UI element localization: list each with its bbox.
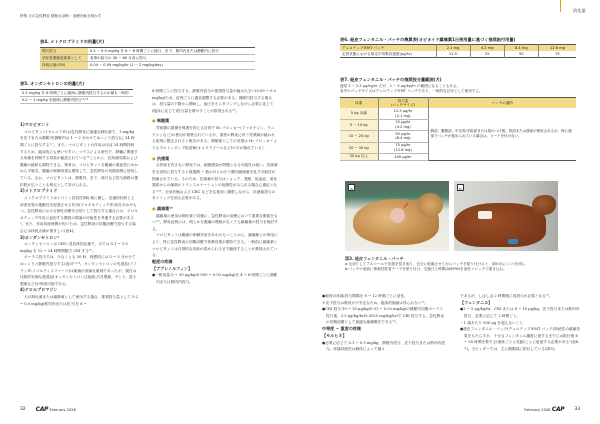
table-cell: 8.4 mg: [504, 45, 538, 52]
section-tab: 消化器: [560, 0, 600, 12]
photo-label: a: [348, 184, 355, 191]
page-number: 32: [20, 407, 26, 412]
table-row: [20, 97, 133, 104]
table-header-row: [340, 45, 576, 52]
table-cell: デュロテップ®MT パッチ: [342, 45, 385, 50]
table-cell: 0.2 ~ 1 mg/kg を緩徐に静脈内投与¹¹˒²³: [22, 97, 89, 102]
photo-label: b: [457, 184, 464, 191]
paragraph: ・1 頭あたり 500 μg を超えないこと: [460, 320, 524, 325]
table-cell: 0.04 ~ 0.09 mg/kg/hr (1 ~ 2 mg/kg/day): [90, 63, 163, 68]
right-footer: [524, 406, 580, 413]
heading-text: 鎮痛薬²⁰: [157, 205, 173, 211]
table6-title: 表6. 経皮フェンタニル・パッチの換算表(オピオイド鎮痛薬1日使用量に基づく推奨貼付用量): [340, 37, 516, 42]
fentanyl-patch: [478, 211, 492, 219]
heading-text: 抗菌薬: [157, 155, 170, 161]
subsection-heading: [152, 206, 278, 213]
section-heading: 4)クロルプロマジン: [20, 287, 58, 293]
paragraph: であるが、しばしば 2 時間後に再投与が必要となる²⁰。: [460, 294, 553, 298]
paragraph: マロピタント(セレニア®)は急性膵炎に最適な制吐薬で、1 mg/kg を皮下または静脈内(静脈内は 1 ~ 2 分かけてゆっくり投与)に 24 時間ごとに投与する¹˒⁷。また、マロピタントの作用はほぼ 24 時間持続するため、臨床的にも使いやすい。マウスによる研究で、膵臓に関連する疼痛を抑制する効果が確認されている²⁶ことから、抗疼痛効果および腹痛の緩和も期待できる。筆者は、マロピタントを腹痛の重症度にかかわらず嘔気、腹痛の制御効果も期待して、急性膵炎の初期治療に使用している。なお、マロピタントは、静脈内、皮下、経口など投与経路の選択肢が広いことも利点として挙げられる。: [20, 129, 138, 187]
shaved-patch: [390, 208, 405, 223]
issue-date: February 2026: [49, 408, 76, 412]
table-cell: 12.5 μg/hr (2.1 mg): [378, 108, 428, 119]
right-column-1: [322, 293, 446, 353]
paragraph: 胃粘膜の損傷を保護を抑える目的で H₂ ブロッカー(ファモチジン、ラニチジンなど)の使用が推奨されているが、重度の膵炎に伴う胃潰瘍が疑われる症例に限定されると報告がある。制酸薬としての効果は H₂ ブロッカーよりもプロトンポンプ阻害薬(オメプラゾールなど)の方が優れている¹。: [152, 126, 277, 150]
table-cell: 0.5 mg/kg を 8 時間ごとに緩徐に静脈内投与するのが最も一般的: [22, 90, 129, 95]
table-cell: 20 ~ 30 kg: [340, 142, 378, 153]
table-cell: 50 μg/hr (8.4 mg): [378, 131, 428, 142]
bullet-icon: ●: [152, 155, 157, 161]
bullet-icon: ●: [152, 205, 157, 211]
paragraph: ●必要に応じて 0.1 ~ 0.5 mg/kg、静脈内投与、皮下投与または筋肉内投与。疼痛持続性は個体によって様々: [322, 340, 445, 352]
table-header-row: [340, 98, 576, 109]
subsection-heading: [152, 118, 278, 125]
table5: [20, 89, 133, 104]
photo-a: [345, 181, 449, 251]
photo-b: [454, 181, 558, 251]
table7: [340, 97, 576, 161]
table-cell: 30 kg 以上: [340, 153, 378, 160]
section-heading: 1)マロピタント: [20, 122, 50, 127]
subsection-heading: [152, 156, 278, 163]
table-header: 体重: [340, 98, 378, 109]
paragraph: ●2 ~ 5 μg/kg/hr、CRI または 4 ~ 10 μg/kg、皮下投与または筋肉内投与、必要に応じて 2 時間ごと。: [460, 307, 580, 318]
paragraph: ボーラス投与では、少なくとも 30 秒、理想的には 2 ~ 5 分かけてゆっくりと静脈内投与する(表5)¹¹˒²³。オンダンセトロンの先発品(ゾフラン®:ノバルティスファーマ)は薬価が高価な薬剤であったが、現在は比較的安価な後発品(オンダンセトロン注射液:沢井製薬、サンド、富士製薬など)が利用可能である。: [20, 255, 137, 286]
section-heading: 中等度 ~ 重度の疼痛: [322, 325, 362, 331]
table7-title: 表7. 経皮フェンタニル・パッチの推奨投与量範囲(犬): [340, 77, 442, 82]
paragraph: マロピタントは腹痛の制御作用をあわせもつことから、鎮痛薬との併用により、特に急性膵炎の初期治療で相乗効果が期待できる。一般的に鎮痛薬とマロピタントは自発的な食欲が認められるまで継続することが推奨されている。: [152, 233, 278, 258]
paragraph: ●経皮フェンタニル・パッチ(デュロテップ®MT パッチ)持続性の鎮痛効果をもたらすが、十分なフェンタニル濃度に達するまでには貼付後 6 ~ 24 時間を要する(個体ごとに変動)ことに留意する必要がある¹(表6、7)。当センターでは、主に胸側部に貼付している(図3)。: [460, 327, 582, 351]
table-cell: 25 μg/hr (4.2 mg): [378, 119, 428, 130]
section-heading: 3)オンダンセトロン⁴: [20, 234, 60, 240]
paragraph: 鎮痛薬の使用は制吐薬と同様に、急性膵炎の治療において重要な側面をもつ¹˒⁹。膵炎症例には、明らかな腹痛の徴候がなくても鎮痛薬の投与を検討する。: [152, 213, 278, 231]
table-cell: 12.6 mg: [538, 45, 576, 52]
dog-head: [417, 193, 443, 217]
table-cell: 25: [470, 51, 504, 58]
dog-head: [532, 195, 556, 215]
bullet-icon: ●: [152, 118, 157, 124]
table4: [40, 47, 255, 70]
table-cell: 0.2 ~ 0.5 mg/kg を 6 ~ 8 時間ごとに経口、皮下、筋肉内または静脈内に投与: [90, 48, 219, 53]
paragraph: ●軽度の疼痛:投与間隔を 8 ~ 12 時間ごとに延長。: [322, 294, 408, 298]
page-number: 33: [574, 407, 580, 412]
cap-logo: CAP: [35, 406, 49, 413]
table-row: [340, 108, 576, 119]
table-cell: 胸部、腹側部、中足骨/手根部または尾のつけ根。背部または頸部が使用されるが、特に頸部でパッチが留められている場合は、リードを付けない。: [428, 108, 576, 160]
table-row: [340, 51, 576, 58]
paragraph: 8 時間ごとに投与する。静脈内投与の推奨投与量の幅は大きい(0.05 ~ 0.5 mg/kg)ため、症例ごとに適宜調整する必要がある。静脈内投与する場合は、投与量の下限から開始し、血圧をモニタリングしながら必要に応じて(臨床に応じて)投与量を増やすことが推奨される²⁰。: [152, 89, 277, 113]
table4-title: 表4. メトクロプラミドの用量(犬): [40, 39, 105, 44]
running-head: 特集 犬の急性膵炎 積極な診断・治療を解き明かす: [20, 14, 102, 18]
section-heading: 【モルヒネ】: [322, 332, 347, 338]
issue-date: February 2026: [524, 408, 551, 412]
section-heading: 2)メトクロプラミド: [20, 188, 58, 194]
paragraph: ●一般用量:5 ~ 30 μg/kg(0.005 ~ 0.03 mg/kg)を 4 ~ 6 時間ごとに静脈内または筋肉内投与。: [152, 273, 278, 285]
table-cell: 間欠投与: [40, 48, 88, 55]
paragraph: 合併症を有さない膵炎では、細菌感染が問題となる可能性は低い。抗菌薬を全身的に投与すると数週間 ~ 数か月にわたり腸内細菌叢を乱す可能性が指摘されている。そのため、抗菌薬の投与はショック、発熱、低血症、消化器系からの細菌のトランスロケーションの危険性がみられる場合に適応となる¹˒²⁹。全身状態および CRC などを注意深く観察しながら、抗菌薬投与のタイミングを図る必要がある。: [152, 163, 278, 201]
paragraph: メトクロプラミドはドパミン拮抗性制吐薬に属し、迅速的吐制と上部消化管の運動性を促進させる作用(プロキネティック作用)をあわせもつ。急性膵炎における制吐治療を目的として投与する場合には、プロキネティック作用に起因する腸管の閉塞の可能性を考慮する必要がある⁵。また、作用持続時間が短いため、急性膵炎の初期治療で投与する場合には持続点滴が望ましい(表4)。: [20, 195, 138, 233]
left-column-1: [20, 122, 138, 307]
table-row: [40, 62, 255, 69]
paragraph: ●CRI 投与:10 ~ 20 μg/kg(0.01 ~ 0.02 mg/kg)の静脈内初期ボーラス投与後、2.5 μg/kg/hr(0.0025 mg/kg/hr)で CRI 投与する。急性膵炎の初期治療として最適な鎮痛療法である²⁰。: [322, 307, 445, 325]
table-cell: 12.5: [436, 51, 470, 58]
table-header: 投与量 (パッチサイズ): [378, 98, 428, 109]
section-heading: 【ブプレノルフィン】: [152, 265, 193, 271]
dog-body: [454, 203, 546, 247]
table-cell: 4.2 mg: [470, 45, 504, 52]
cap-logo: CAP: [551, 406, 565, 413]
table-cell: 5 kg 未満: [340, 108, 378, 119]
section-heading: 軽度の疼痛: [152, 258, 173, 264]
iv-tape: [508, 239, 518, 244]
paragraph: ※皮下投与は吸収が不安定なため、臨床的価値は得られない²⁰。: [322, 300, 429, 305]
left-footer: [20, 406, 76, 413]
right-column-2: [460, 293, 582, 353]
table-row: [40, 55, 255, 62]
table-row: [40, 48, 255, 55]
table-cell: 食事の給与の 30 ~ 60 分前に投与: [90, 55, 147, 60]
paragraph: 犬の制吐薬または鎮静薬として使用する場合、推奨投与量として 0.2 ~ 0.5 mg/kg(筋肉内または皮下)を 6 ~: [20, 295, 138, 306]
table-cell: 2.1 mg: [436, 45, 470, 52]
note-line: 表中のパッチサイズはデュロテップ®MT パッチであり、一般的な目安として使用する。: [340, 89, 483, 93]
table-cell: 50: [504, 51, 538, 58]
caption-b: b:パッチの表面に伸縮性粘着テープを貼り付け、交換日と時間(AM/PM)を油性マジックで書き込む。: [345, 267, 507, 271]
table-cell: 100 μg/hr: [378, 153, 428, 160]
table-cell: 5 ~ 10 kg: [340, 119, 378, 130]
figure-caption: [345, 256, 563, 272]
heading-text: 制酸薬: [157, 118, 170, 124]
table-cell: 持続点滴(CRI): [40, 62, 88, 69]
table-cell: 75: [538, 51, 576, 58]
figure-title: 図3. 経皮フェンタニル・パッチ: [345, 256, 404, 261]
section-heading: 【フェンタニル】: [460, 299, 493, 305]
right-page: [300, 0, 600, 424]
table-cell: 定常状態における推定平均吸収速度(μg/hr): [342, 51, 412, 56]
table-cell: 消化管運動促進薬として: [40, 55, 88, 62]
table-cell: 10 ~ 20 kg: [340, 131, 378, 142]
table-row: [20, 90, 133, 97]
table7-note: [340, 84, 483, 94]
table5-title: 表5. オンダンセトロンの用量(犬): [20, 81, 85, 86]
caption-a: a:毛刈りしてアルコールで皮膚を拭き取り、完全に乾燥させてからパッチを貼り付けると、剥がれにくい(矢印)。: [345, 262, 528, 266]
table-header: パッチの適所: [428, 98, 576, 109]
left-column-2: [152, 88, 278, 286]
table6: [340, 44, 576, 58]
note-line: 通常 2 ~ 2.5 μg/kg/hr だが、1 ~ 5 μg/kg/hr の範囲になることもある。: [340, 84, 461, 88]
paragraph: オンダンセトロンは 5HT₃ 受容体拮抗薬で、犬では 0.1 ~ 1.0 mg/kg を 12 ~ 24 時間間隔で CRI する²⁰。: [20, 242, 128, 253]
table-cell: 75 μg/hr (12.6 mg): [378, 142, 428, 153]
